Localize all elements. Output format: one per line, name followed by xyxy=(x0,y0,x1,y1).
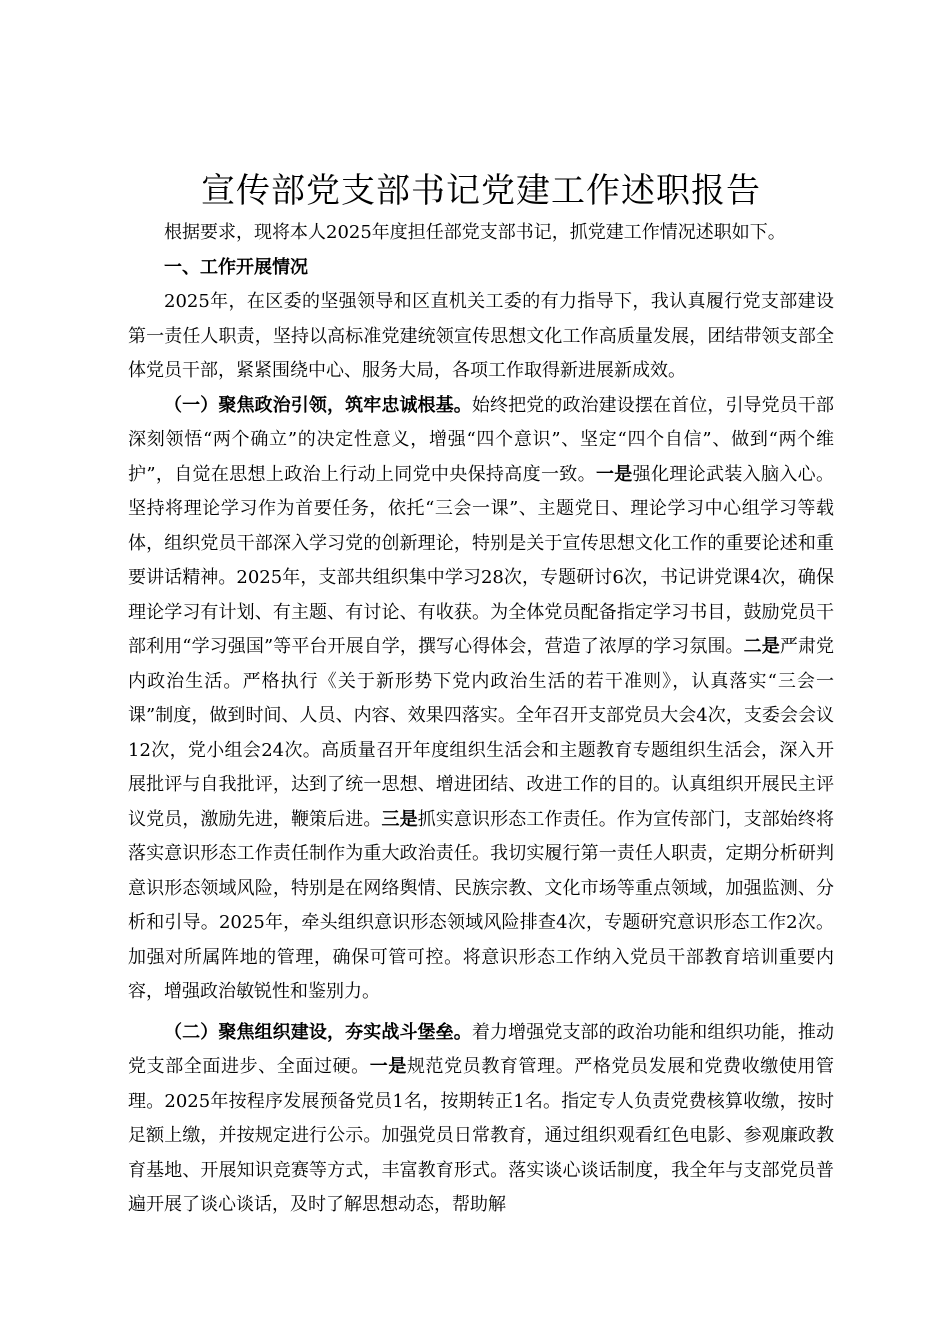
point-marker-3: 三是 xyxy=(381,808,418,830)
point-marker-1: 一是 xyxy=(369,1056,407,1077)
point-marker-2: 二是 xyxy=(743,636,780,657)
paragraph-text: 严肃党内政治生活。严格执行《关于新形势下党内政治生活的若干准则》，认真落实“三会一课”制度，做到时间、人员、内容、效果四落实。全年召开支部党员大会4次，支委会会议12次，党小组会24次。高质量召开年度组织生活会和主题教育专题组织生活会，深入开展批评与自我批评，达到了统一思想、增进团结、改进工作的目的。认真组织开展民主评议党员，激励先进，鞭策后进。 xyxy=(128,636,835,830)
subsection-heading-2: （二）聚焦组织建设，夯实战斗堡垒。 xyxy=(164,1021,472,1043)
intro-paragraph: 根据要求，现将本人2025年度担任部党支部书记，抓党建工作情况述职如下。 xyxy=(164,222,786,243)
document-page xyxy=(128,168,834,1223)
paragraph-text: 始终把党的政治建设摆在首位，引导党员干部深刻领悟“两个确立”的决定性意义，增强“四个意识”、坚定“四个自信”、做到“两个维护”，自觉在思想上政治上行动上同党中央保持高度一致。 xyxy=(128,394,834,485)
paragraph-text: 抓实意识形态工作责任。作为宣传部门，支部始终将落实意识形态工作责任制作为重大政治责任。我切实履行第一责任人职责，定期分析研判意识形态领域风险，特别是在网络舆情、民族宗教、文化市场等重点领域，加强监测、分析和引导。2025年，牵头组织意识形态领域风险排查4次，专题研究意识形态工作2次。加强对所属阵地的管理，确保可管可控。将意识形态工作纳入党员干部教育培训重要内容，增强政治敏锐性和鉴别力。 xyxy=(128,808,835,1002)
paragraph-text: 强化理论武装入脑入心。坚持将理论学习作为首要任务，依托“三会一课”、主题党日、理论学习中心组学习等载体，组织党员干部深入学习党的创新理论，特别是关于宣传思想文化工作的重要论述和重要讲话精神。2025年，支部共组织集中学习28次，专题研讨6次，书记讲党课4次，确保理论学习有计划、有主题、有讨论、有收获。为全体党员配备指定学习书目，鼓励党员干部利用“学习强国”等平台开展自学，撰写心得体会，营造了浓厚的学习氛围。 xyxy=(128,463,835,657)
document-title: 宣传部党支部书记党建工作述职报告 xyxy=(201,171,761,211)
point-marker-1: 一是 xyxy=(595,463,633,485)
paragraph-text: 规范党员教育管理。严格党员发展和党费收缴使用管理。2025年按程序发展预备党员1名，按期转正1名。指定专人负责党费核算收缴，按时足额上缴，并按规定进行公示。加强党员日常教育，通过组织观看红色电影、参观廉政教育基地、开展知识竞赛等方式，丰富教育形式。落实谈心谈话制度，我全年与支部党员普遍开展了谈心谈话，及时了解思想动态，帮助解 xyxy=(128,1056,835,1215)
section-heading-work: 一、工作开展情况 xyxy=(164,256,308,278)
paragraph-overview: 2025年，在区委的坚强领导和区直机关工委的有力指导下，我认真履行党支部建设第一责任人职责，坚持以高标准党建统领宣传思想文化工作高质量发展，团结带领支部全体党员干部，紧紧围绕中心、服务大局，各项工作取得新进展新成效。 xyxy=(128,291,834,381)
paragraph-political-guidance xyxy=(128,389,834,1010)
subsection-heading-1: （一）聚焦政治引领，筑牢忠诚根基。 xyxy=(164,394,472,416)
paragraph-text: 着力增强党支部的政治功能和组织功能，推动党支部全面进步、全面过硬。 xyxy=(128,1021,834,1077)
paragraph-organization xyxy=(128,1016,834,1223)
